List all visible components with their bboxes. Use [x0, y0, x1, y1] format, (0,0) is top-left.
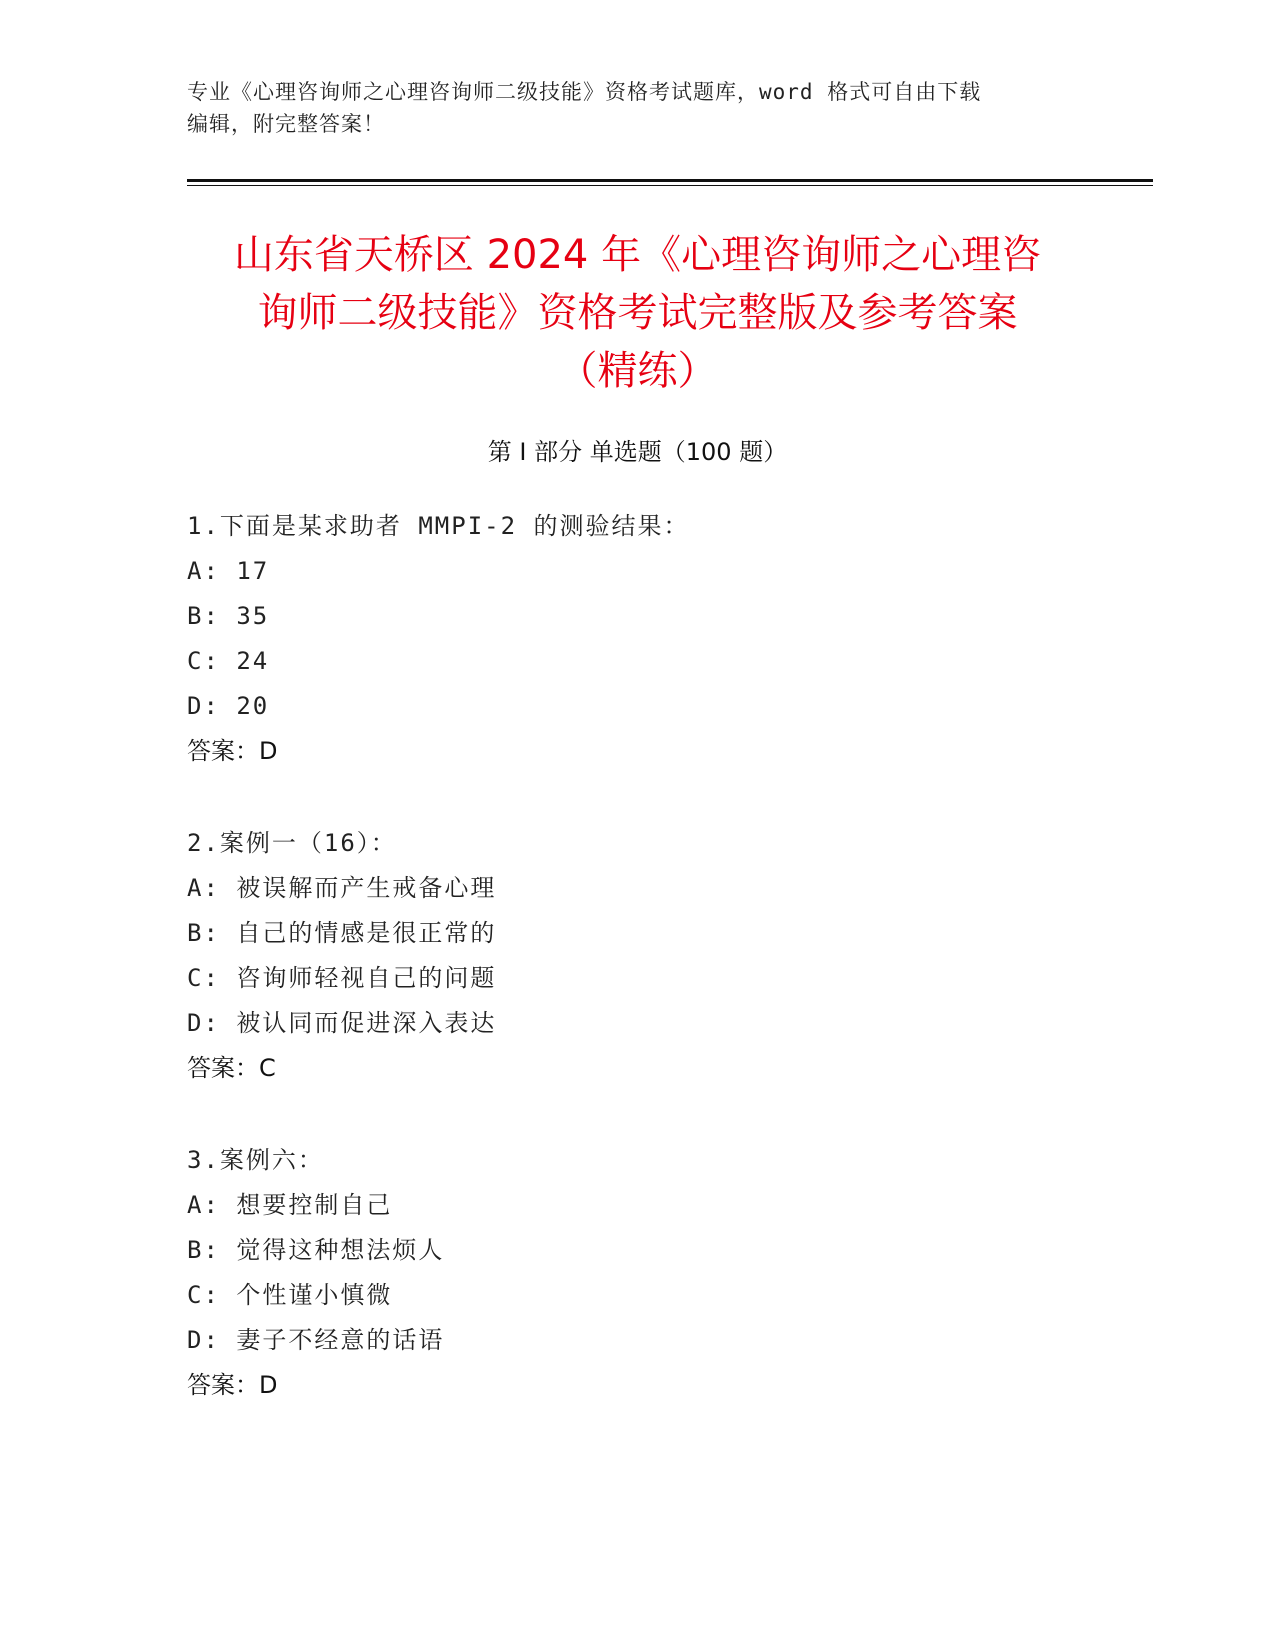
header-note-line-2: 编辑，附完整答案！: [187, 112, 385, 136]
document-title: [150, 226, 1125, 400]
question-stem: 2.案例一（16）：: [187, 829, 397, 857]
header-note-line-1: 专业《心理咨询师之心理咨询师二级技能》资格考试题库，word 格式可自由下载: [187, 80, 982, 104]
answer: 答案：D: [187, 737, 278, 765]
header-note: [187, 76, 1067, 140]
document-title-line-2: 询师二级技能》资格考试完整版及参考答案: [257, 290, 1018, 336]
question-stem: 3.案例六：: [187, 1146, 324, 1174]
document-title-line-3: （精练）: [557, 348, 718, 394]
question-1: [187, 504, 1087, 774]
answer: 答案：D: [187, 1371, 278, 1399]
option-c: C: 咨询师轻视自己的问题: [187, 964, 497, 992]
option-c: C: 个性谨小慎微: [187, 1281, 393, 1309]
option-b: B: 觉得这种想法烦人: [187, 1236, 445, 1264]
option-b: B: 35: [187, 602, 270, 630]
option-b: B: 自己的情感是很正常的: [187, 919, 497, 947]
option-d: D: 妻子不经意的话语: [187, 1326, 445, 1354]
option-d: D: 20: [187, 692, 270, 720]
option-a: A: 想要控制自己: [187, 1191, 393, 1219]
header-rule-thin: [187, 185, 1153, 186]
question-stem: 1.下面是某求助者 MMPI-2 的测验结果：: [187, 512, 690, 540]
question-3: [187, 1138, 1087, 1408]
header-rule-thick: [187, 179, 1153, 182]
option-c: C: 24: [187, 647, 270, 675]
answer: 答案：C: [187, 1054, 276, 1082]
option-d: D: 被认同而促进深入表达: [187, 1009, 497, 1037]
document-title-line-1: 山东省天桥区 2024 年《心理咨询师之心理咨: [233, 232, 1042, 278]
section-title: 第 I 部分 单选题（100 题）: [487, 438, 788, 466]
question-2: [187, 821, 1087, 1091]
option-a: A: 被误解而产生戒备心理: [187, 874, 497, 902]
option-a: A: 17: [187, 557, 270, 585]
